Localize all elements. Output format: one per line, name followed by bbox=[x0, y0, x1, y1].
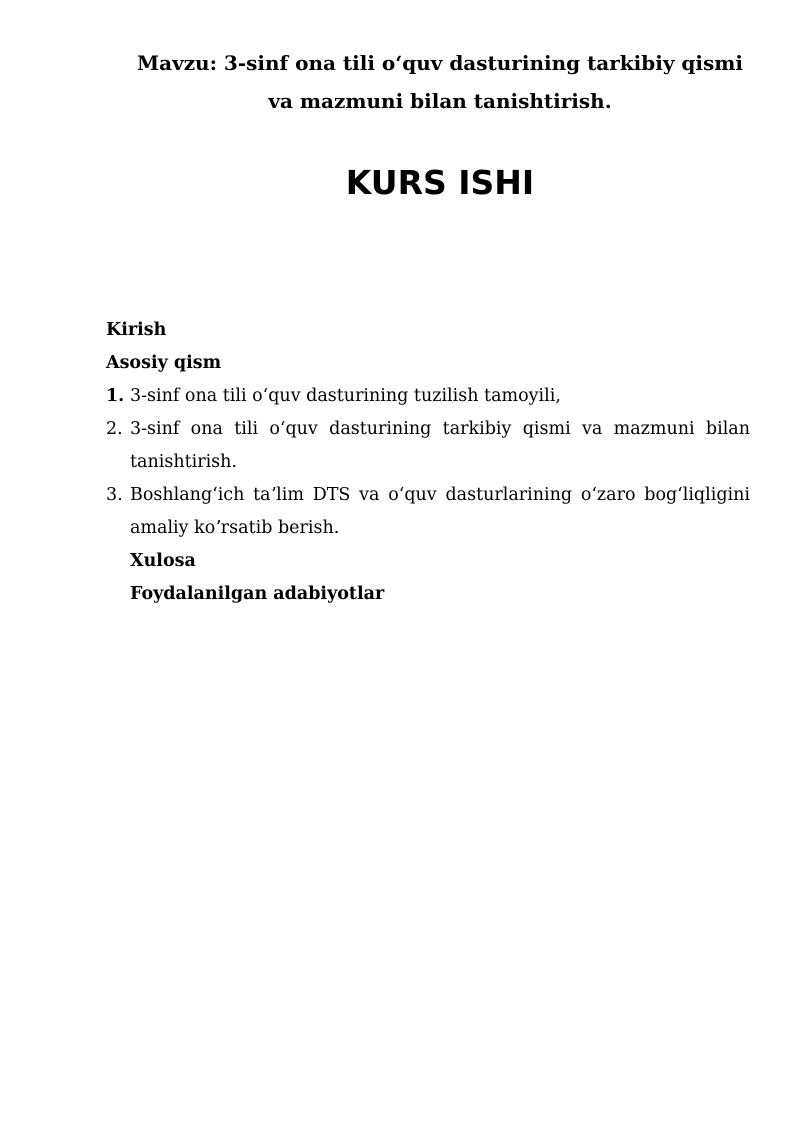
toc-item-2 bbox=[106, 413, 750, 479]
toc-item-number: 3. bbox=[106, 485, 123, 505]
topic-heading: Mavzu: 3-sinf ona tili oʻquv dasturining tarkibiy qismi va mazmuni bilan tanishtirish. bbox=[136, 51, 744, 113]
toc-item-number: 2. bbox=[106, 419, 123, 439]
toc-references: Foydalanilgan adabiyotlar bbox=[130, 584, 385, 604]
toc-item-text: 3-sinf ona tili oʻquv dasturining tarkibiy qismi va mazmuni bilan tanishtirish. bbox=[130, 419, 750, 472]
toc-conclusion: Xulosa bbox=[130, 551, 196, 571]
toc-item-3 bbox=[106, 479, 750, 545]
toc-item-text: Boshlangʻich taʼlim DTS va oʻquv dasturlarining oʻzaro bogʻliqligini amaliy koʼrsatib berish. bbox=[130, 485, 750, 538]
toc-intro: Kirish bbox=[106, 320, 167, 340]
toc-item-number: 1. bbox=[106, 386, 125, 406]
toc-item-text: 3-sinf ona tili oʻquv dasturining tuzilish tamoyili, bbox=[130, 386, 561, 406]
document-title: KURS ISHI bbox=[345, 163, 535, 202]
toc-main-part: Asosiy qism bbox=[106, 353, 222, 373]
table-of-contents bbox=[106, 314, 750, 611]
toc-item-1 bbox=[106, 380, 750, 413]
toc-list bbox=[106, 380, 750, 545]
